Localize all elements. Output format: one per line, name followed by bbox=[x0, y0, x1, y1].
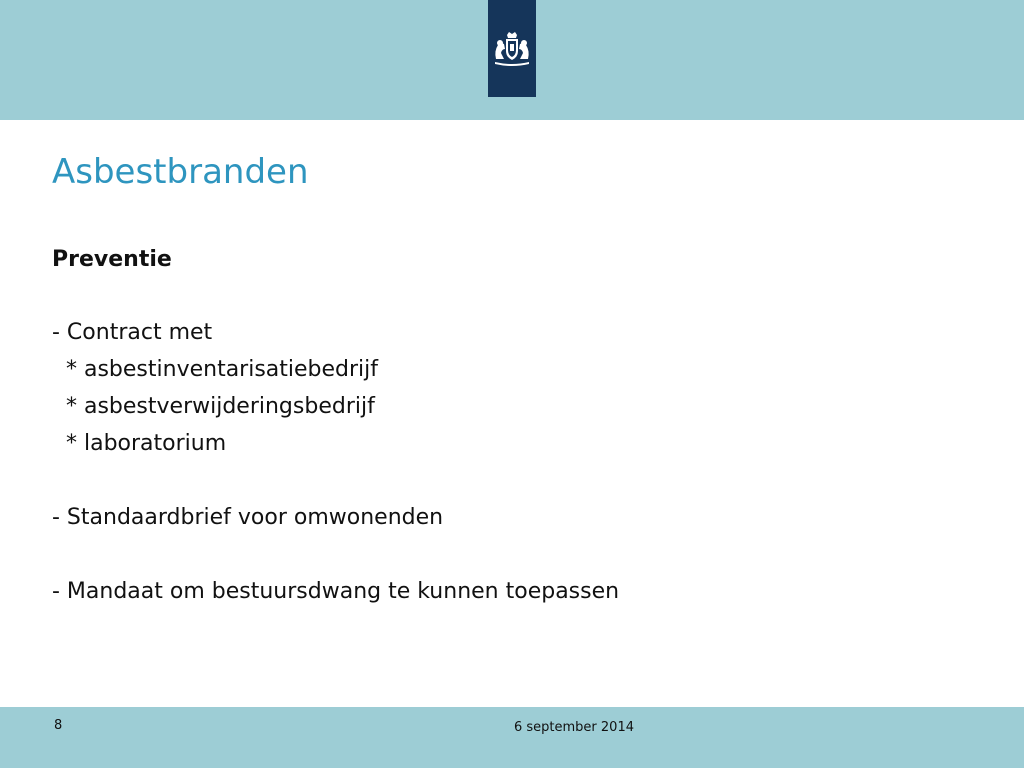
slide-title: Asbestbranden bbox=[52, 152, 309, 192]
list-item: - Contract met bbox=[52, 320, 213, 345]
list-item: - Standaardbrief voor omwonenden bbox=[52, 505, 444, 530]
subheading: Preventie bbox=[52, 247, 172, 272]
page-number: 8 bbox=[54, 718, 63, 733]
list-item: * asbestinventarisatiebedrijf bbox=[52, 357, 379, 382]
header-band bbox=[0, 0, 1024, 120]
list-item: - Mandaat om bestuursdwang te kunnen toepassen bbox=[52, 579, 620, 604]
spacer bbox=[52, 462, 972, 499]
list-item: * laboratorium bbox=[52, 431, 227, 456]
slide-content bbox=[52, 240, 972, 610]
list-item: * asbestverwijderingsbedrijf bbox=[52, 394, 375, 419]
footer-date: 6 september 2014 bbox=[514, 720, 634, 735]
coat-of-arms-icon bbox=[490, 29, 534, 69]
spacer bbox=[52, 536, 972, 573]
footer-band bbox=[0, 707, 1024, 768]
logo bbox=[488, 0, 536, 97]
spacer bbox=[52, 280, 972, 314]
